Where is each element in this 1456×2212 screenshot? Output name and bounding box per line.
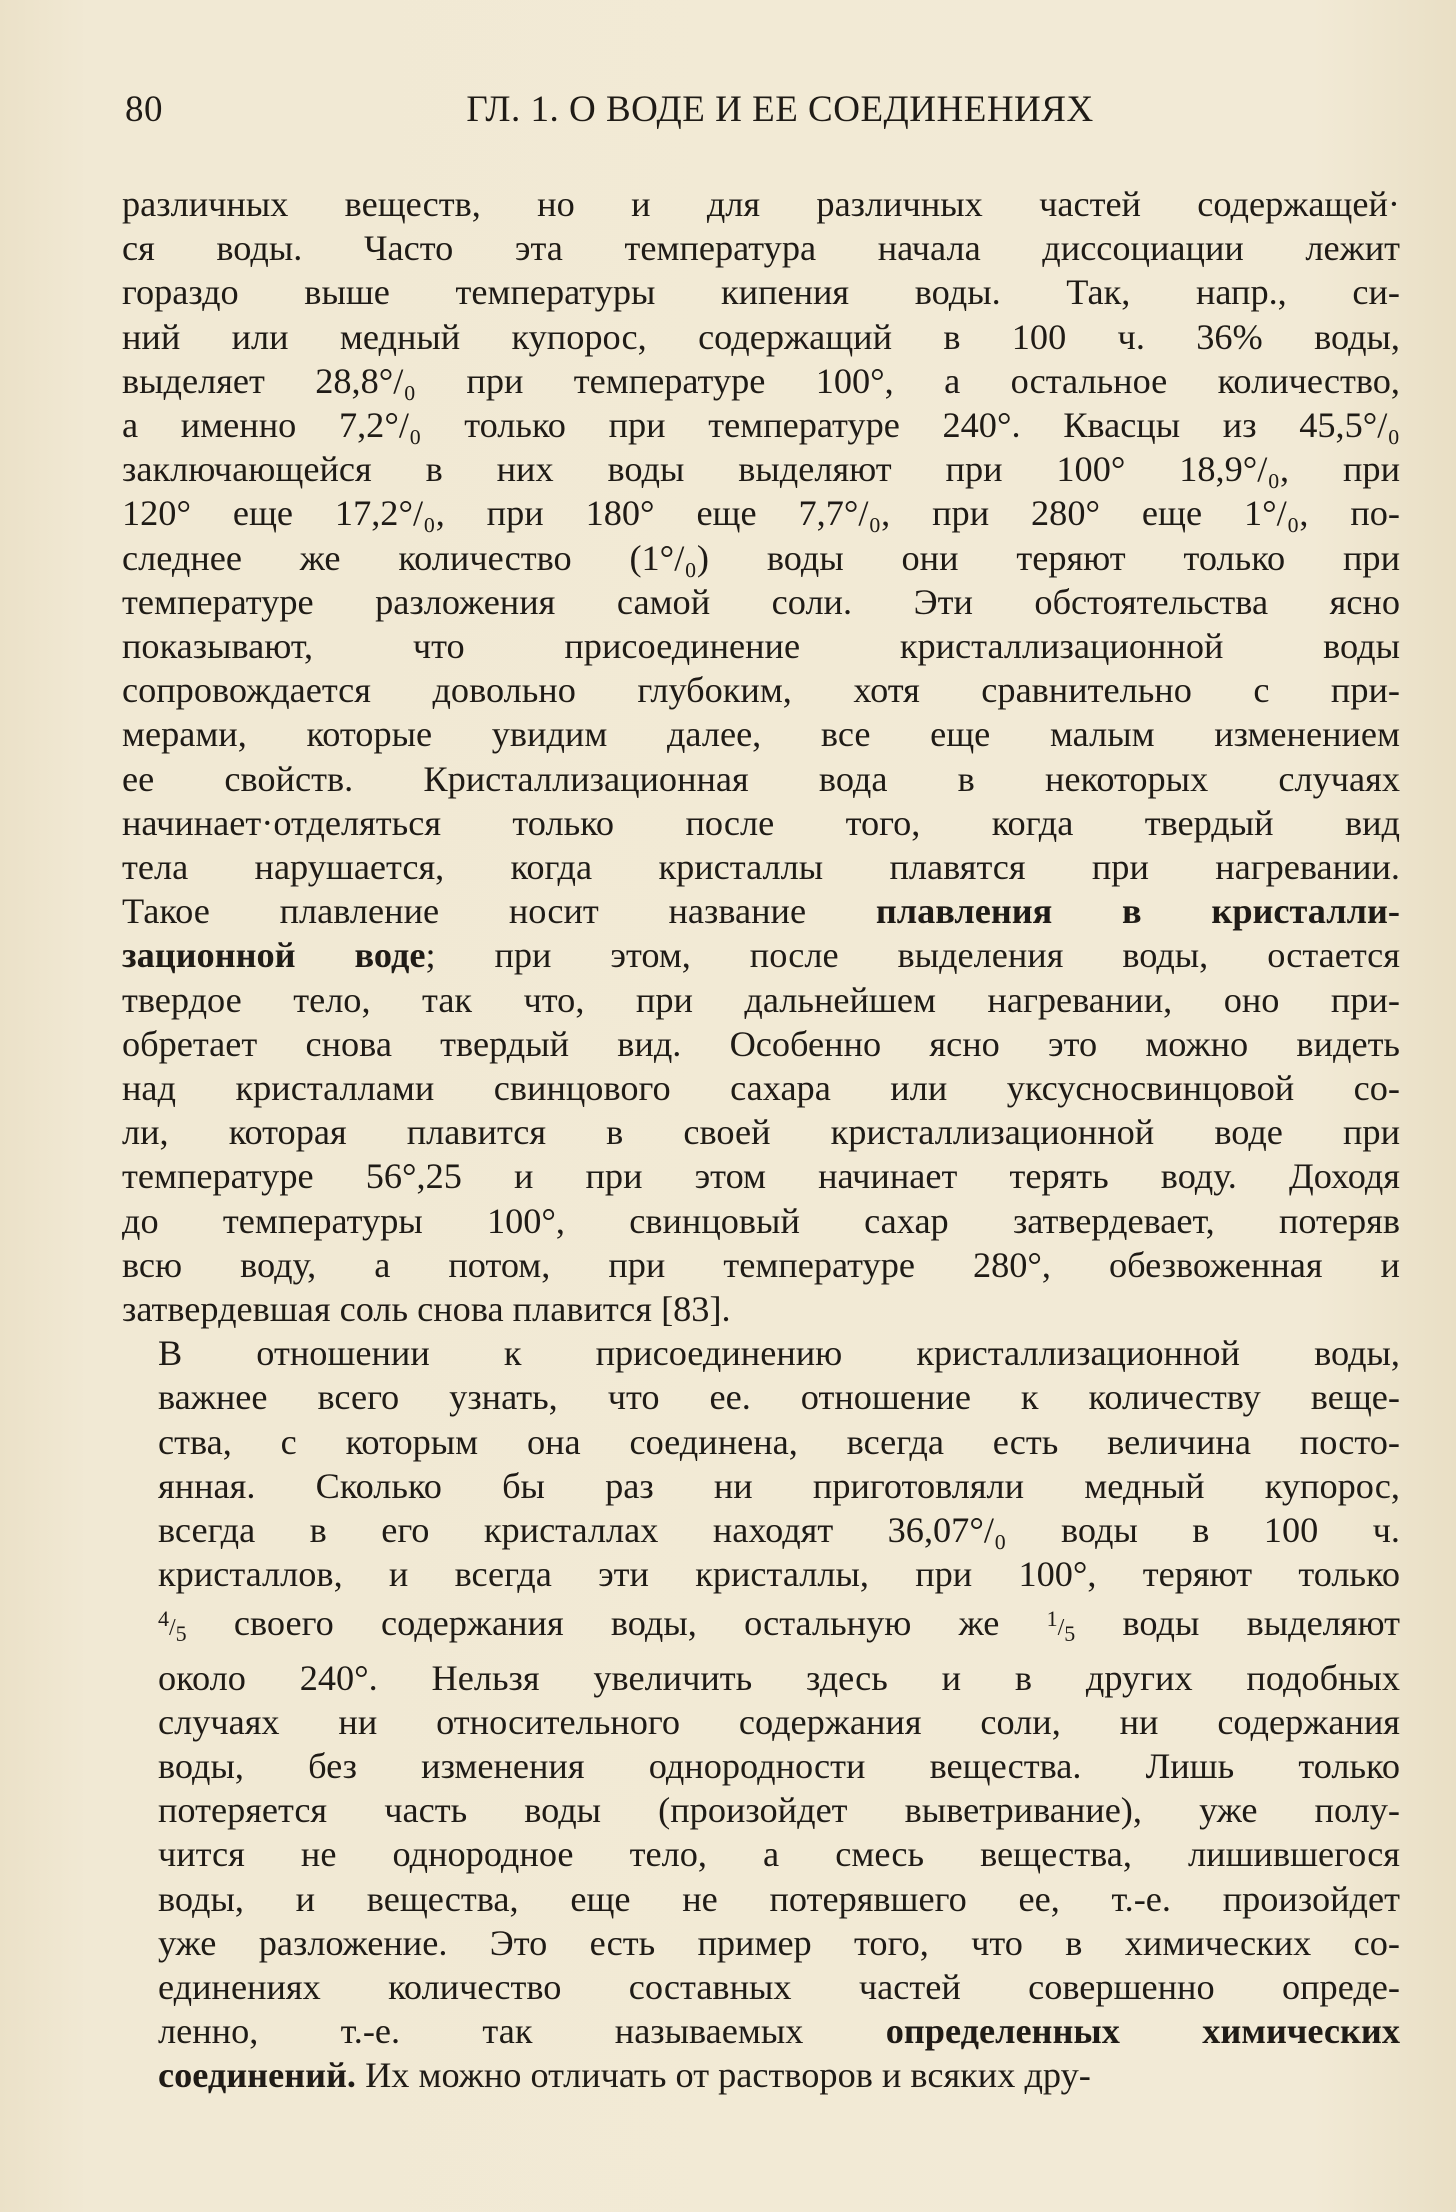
text-line	[122, 801, 1400, 845]
text-line	[122, 1110, 1400, 1154]
text-segment: воды, без изменения однородности вещества. Лишь только	[158, 1745, 1400, 1786]
text-line	[122, 757, 1400, 801]
text-segment: температуре разложения самой соли. Эти обстоятельства ясно	[122, 581, 1400, 622]
text-segment: Такое плавление носит название	[122, 891, 876, 932]
bold-term: соединений.	[158, 2055, 357, 2096]
text-segment: тела нарушается, когда кристаллы плавятся при нагревании.	[122, 847, 1400, 888]
text-segment: твердое тело, так что, при дальнейшем нагревании, оно при-	[122, 979, 1400, 1020]
text-segment: Их можно отличать от растворов и всяких дру-	[356, 2055, 1091, 2096]
text-segment: уже разложение. Это есть пример того, что в химических со-	[158, 1922, 1400, 1963]
text-segment: до температуры 100°, свинцовый сахар затвердевает, потеряв	[122, 1200, 1400, 1241]
text-line	[122, 182, 1400, 226]
text-segment: заключающейся в них воды выделяют при 100° 18,9°/₀, при	[122, 449, 1400, 490]
text-line	[122, 447, 1400, 491]
text-line	[122, 1552, 1400, 1596]
bold-term: зационной воде	[122, 935, 426, 976]
text-segment: единениях количество составных частей совершенно опреде-	[158, 1966, 1400, 2007]
text-line	[122, 491, 1400, 535]
text-line	[122, 1066, 1400, 1110]
running-title: ГЛ. 1. О ВОДЕ И ЕЕ СОЕДИНЕНИЯХ	[466, 89, 1094, 130]
text-segment: случаях ни относительного содержания соли, ни содержания	[158, 1701, 1400, 1742]
text-line	[122, 1700, 1400, 1744]
text-line	[122, 1597, 1400, 1656]
text-line	[122, 1331, 1400, 1375]
text-segment: показывают, что присоединение кристаллизационной воды	[122, 626, 1400, 667]
text-segment: всю воду, а потом, при температуре 280°, обезвоженная и	[122, 1244, 1400, 1285]
text-segment: различных веществ, но и для различных частей содержащей·	[122, 184, 1400, 224]
text-line	[122, 1375, 1400, 1419]
text-line	[122, 1287, 1400, 1331]
text-line	[122, 1656, 1400, 1700]
text-segment: своего содержания воды, остальную же	[186, 1602, 1047, 1643]
text-line	[122, 1508, 1400, 1552]
text-segment: янная. Сколько бы раз ни приготовляли медный купорос,	[158, 1465, 1400, 1506]
text-line	[122, 1022, 1400, 1066]
text-line	[122, 712, 1400, 756]
text-segment: затвердевшая соль снова плавится [83].	[122, 1289, 731, 1330]
text-line	[122, 1877, 1400, 1921]
text-line	[122, 315, 1400, 359]
fraction: 4/5	[158, 1605, 187, 1646]
text-segment: следнее же количество (1°/₀) воды они теряют только при	[122, 537, 1400, 578]
text-line	[122, 1420, 1400, 1464]
fraction: 1/5	[1046, 1605, 1076, 1646]
text-segment: около 240°. Нельзя увеличить здесь и в других подобных	[158, 1657, 1400, 1698]
text-line	[122, 270, 1400, 314]
text-line	[122, 226, 1400, 270]
text-line	[122, 359, 1400, 403]
text-segment: над кристаллами свинцового сахара или уксусносвинцовой со-	[122, 1068, 1400, 1109]
text-segment: выделяет 28,8°/₀ при температуре 100°, а остальное количество,	[122, 360, 1400, 401]
text-segment: температуре 56°,25 и при этом начинает терять воду. Доходя	[122, 1156, 1400, 1197]
text-line	[122, 2009, 1400, 2053]
text-segment: гораздо выше температуры кипения воды. Так, напр., си-	[122, 272, 1400, 313]
text-segment: а именно 7,2°/₀ только при температуре 240°. Квасцы из 45,5°/₀	[122, 405, 1400, 446]
text-line	[122, 1788, 1400, 1832]
text-line	[122, 1965, 1400, 2009]
text-line	[122, 624, 1400, 668]
text-segment: ства, с которым она соединена, всегда есть величина посто-	[158, 1421, 1400, 1462]
text-segment: чится не однородное тело, а смесь вещества, лишившегося	[158, 1834, 1400, 1875]
text-segment: обретает снова твердый вид. Особенно ясно это можно видеть	[122, 1023, 1400, 1064]
text-segment: воды, и вещества, еще не потерявшего ее, т.-е. произойдет	[158, 1878, 1400, 1919]
text-segment: потеряется часть воды (произойдет выветривание), уже полу-	[158, 1790, 1400, 1831]
text-line	[122, 2053, 1400, 2097]
text-line	[122, 580, 1400, 624]
text-segment: кристаллов, и всегда эти кристаллы, при 100°, теряют только	[158, 1554, 1400, 1595]
text-segment: ; при этом, после выделения воды, остается	[425, 935, 1400, 976]
text-segment: ний или медный купорос, содержащий в 100 ч. 36% воды,	[122, 316, 1400, 357]
text-line	[122, 933, 1400, 977]
text-line	[122, 1832, 1400, 1876]
text-line	[122, 403, 1400, 447]
page-number: 80	[125, 89, 163, 130]
bold-term: определенных химических	[885, 2011, 1400, 2052]
text-segment: мерами, которые увидим далее, все еще малым изменением	[122, 714, 1400, 755]
text-segment: 120° еще 17,2°/₀, при 180° еще 7,7°/₀, при 280° еще 1°/₀, по-	[122, 493, 1400, 534]
text-line	[122, 1921, 1400, 1965]
text-segment: важнее всего узнать, что ее. отношение к количеству веще-	[158, 1377, 1400, 1418]
text-line	[122, 1243, 1400, 1287]
body-text	[122, 182, 1400, 2098]
text-segment: ее свойств. Кристаллизационная вода в некоторых случаях	[122, 758, 1400, 799]
text-line	[122, 1464, 1400, 1508]
text-segment: ленно, т.-е. так называемых	[158, 2011, 886, 2052]
page-header	[125, 88, 1395, 138]
text-line	[122, 1154, 1400, 1198]
text-line	[122, 889, 1400, 933]
text-line	[122, 1199, 1400, 1243]
paragraph	[122, 182, 1400, 1331]
text-line	[122, 536, 1400, 580]
text-segment: ли, которая плавится в своей кристаллизационной воде при	[122, 1112, 1400, 1153]
text-segment: начинает·отделяться только после того, когда твердый вид	[122, 802, 1400, 843]
paragraph	[122, 1331, 1400, 2097]
text-segment: воды выделяют	[1075, 1602, 1400, 1643]
text-line	[122, 978, 1400, 1022]
text-line	[122, 1744, 1400, 1788]
text-segment: всегда в его кристаллах находят 36,07°/₀ воды в 100 ч.	[158, 1510, 1400, 1551]
text-segment: сопровождается довольно глубоким, хотя сравнительно с при-	[122, 670, 1400, 711]
bold-term: плавления в кристалли-	[875, 891, 1400, 932]
text-segment: В отношении к присоединению кристаллизационной воды,	[158, 1333, 1400, 1374]
text-line	[122, 845, 1400, 889]
text-segment: ся воды. Часто эта температура начала диссоциации лежит	[122, 228, 1400, 269]
text-line	[122, 668, 1400, 712]
